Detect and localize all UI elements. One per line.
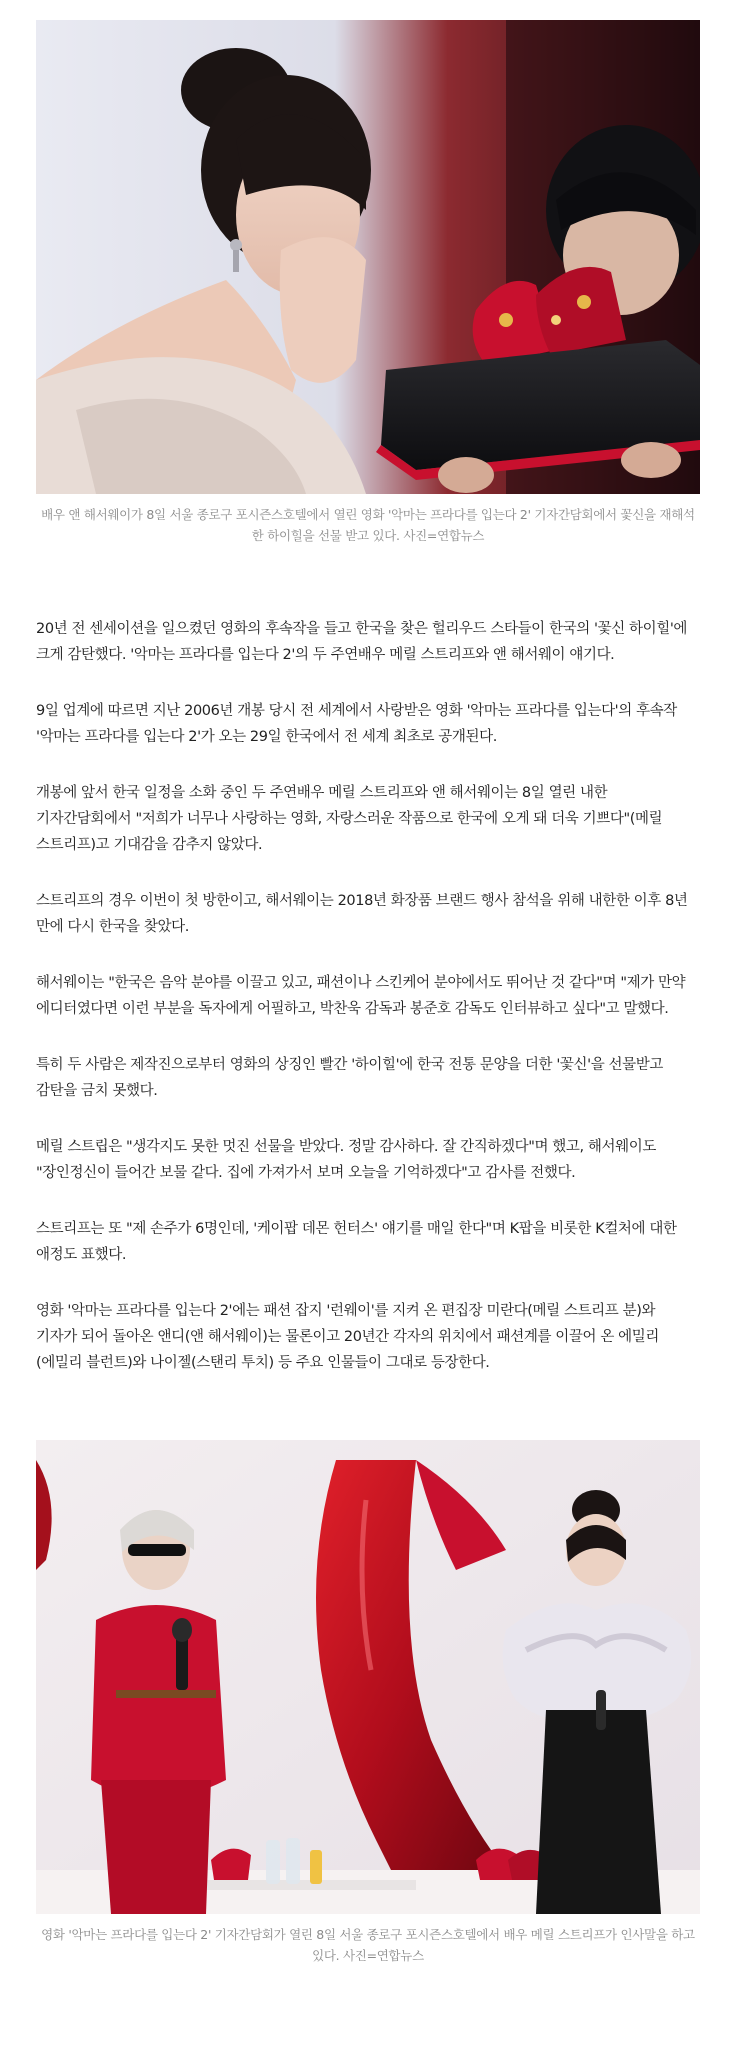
paragraph: 개봉에 앞서 한국 일정을 소화 중인 두 주연배우 메릴 스트리프와 앤 해서웨이는 8일 열린 내한 기자간담회에서 "저희가 너무나 사랑하는 영화, 자랑스러운 작품으로 한국에 오게 돼 더욱 기쁘다"(메릴 스트리프)고 기대감을 감추지 않았다. [36, 785, 663, 853]
paragraph: 해서웨이는 "한국은 음악 분야를 이끌고 있고, 패션이나 스킨케어 분야에서도 뛰어난 것 같다"며 "제가 만약 에디터였다면 이런 부분을 독자에게 어필하고, 박찬욱 감독과 봉준호 감독도 인터뷰하고 싶다"고 말했다. [36, 975, 686, 1017]
paragraph: 메릴 스트립은 "생각지도 못한 멋진 선물을 받았다. 정말 감사하다. 잘 간직하겠다"며 했고, 해서웨이도 "장인정신이 들어간 보물 같다. 집에 가져가서 보며 오늘을 기억하겠다"고 감사를 전했다. [36, 1139, 656, 1181]
photo-press-conference-stage [36, 1440, 700, 1914]
photo2-caption: 영화 '악마는 프라다를 입는다 2' 기자간담회가 열린 8일 서울 종로구 포시즌스호텔에서 배우 메릴 스트리프가 인사말을 하고 있다. 사진=연합뉴스 [41, 1927, 695, 1963]
paragraph: 스트리프는 또 "제 손주가 6명인데, '케이팝 데몬 헌터스' 얘기를 매일 한다"며 K팝을 비롯한 K컬처에 대한 애정도 표했다. [36, 1221, 677, 1263]
article-body [36, 616, 700, 1406]
photo-anne-hathaway-shoe-gift [36, 20, 700, 494]
paragraph: 9일 업계에 따르면 지난 2006년 개봉 당시 전 세계에서 사랑받은 영화 '악마는 프라다를 입는다'의 후속작 '악마는 프라다를 입는다 2'가 오는 29일 한국에서 전 세계 최초로 공개된다. [36, 703, 677, 745]
paragraph: 스트리프의 경우 이번이 첫 방한이고, 해서웨이는 2018년 화장품 브랜드 행사 참석을 위해 내한한 이후 8년 만에 다시 한국을 찾았다. [36, 893, 688, 935]
paragraph: 특히 두 사람은 제작진으로부터 영화의 상징인 빨간 '하이힐'에 한국 전통 문양을 더한 '꽃신'을 선물받고 감탄을 금치 못했다. [36, 1057, 663, 1099]
photo-anne-hathaway-shoe-gift-image [36, 20, 700, 494]
photo1-caption: 배우 앤 해서웨이가 8일 서울 종로구 포시즌스호텔에서 열린 영화 '악마는 프라다를 입는다 2' 기자간담회에서 꽃신을 재해석한 하이힐을 선물 받고 있다. 사진=연합뉴스 [41, 507, 695, 543]
paragraph: 20년 전 센세이션을 일으켰던 영화의 후속작을 들고 한국을 찾은 헐리우드 스타들이 한국의 '꽃신 하이힐'에 크게 감탄했다. '악마는 프라다를 입는다 2'의 두 주연배우 메릴 스트리프와 앤 해서웨이 얘기다. [36, 621, 688, 663]
paragraph: 영화 '악마는 프라다를 입는다 2'에는 패션 잡지 '런웨이'를 지켜 온 편집장 미란다(메릴 스트리프 분)와 기자가 되어 돌아온 앤디(앤 해서웨이)는 물론이고 20년간 각자의 위치에서 패션계를 이끌어 온 에밀리(에밀리 블런트)와 나이젤(스탠리 투치) 등 주요 인물들이 그대로 등장한다. [36, 1303, 659, 1371]
photo-press-conference-stage-image [36, 1440, 700, 1914]
